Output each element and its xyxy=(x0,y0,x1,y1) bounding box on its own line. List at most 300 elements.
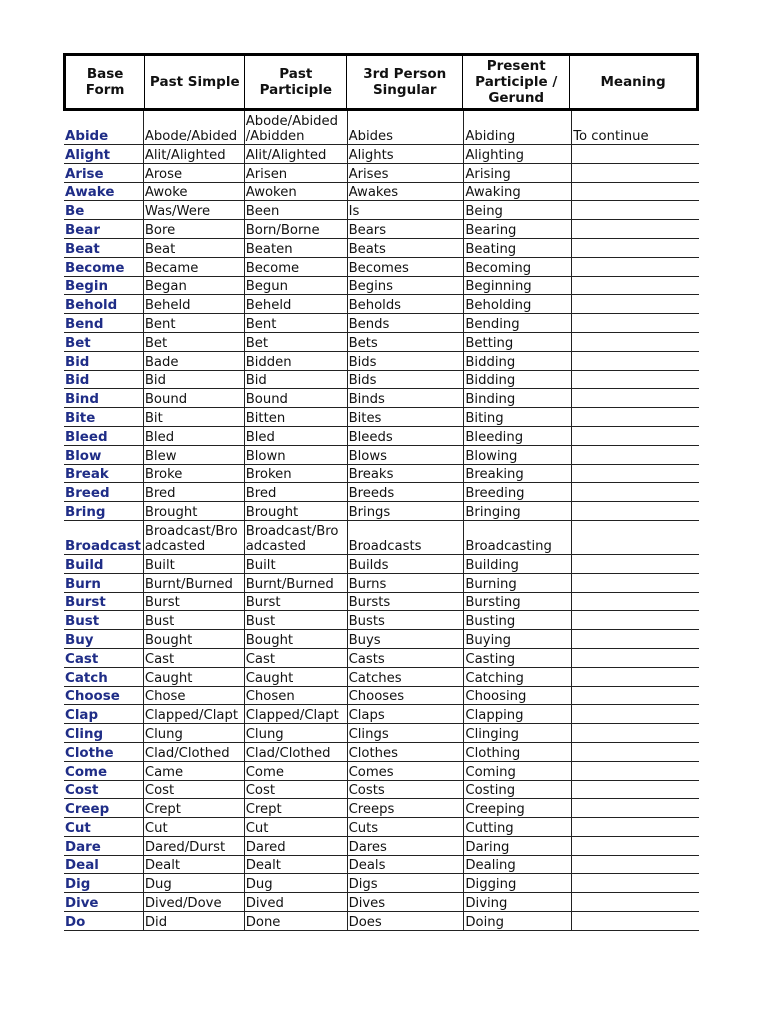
past-participle-cell: Arisen xyxy=(245,164,348,182)
table-row xyxy=(64,258,699,277)
third-person-cell: Begins xyxy=(348,277,465,295)
base-form-cell: Awake xyxy=(64,183,144,201)
meaning-cell xyxy=(572,164,699,182)
past-participle-cell: Cast xyxy=(245,649,348,667)
meaning-cell xyxy=(572,502,699,520)
present-participle-cell: Bidding xyxy=(464,371,572,389)
present-participle-cell: Arising xyxy=(464,164,572,182)
past-simple-cell: Chose xyxy=(144,687,245,705)
base-form-cell: Bet xyxy=(64,333,144,351)
base-form-cell: Bleed xyxy=(64,427,144,445)
table-row xyxy=(64,446,699,465)
table-row xyxy=(64,183,699,202)
present-participle-cell: Awaking xyxy=(464,183,572,201)
meaning-cell xyxy=(572,389,699,407)
past-participle-cell: Dared xyxy=(245,837,348,855)
present-participle-cell: Digging xyxy=(464,874,572,892)
present-participle-cell: Being xyxy=(464,201,572,219)
base-form-cell: Choose xyxy=(64,687,144,705)
third-person-cell: Beholds xyxy=(348,295,465,313)
past-participle-cell: Burnt/Burned xyxy=(245,574,348,592)
base-form-cell: Bust xyxy=(64,611,144,629)
base-form-cell: Burn xyxy=(64,574,144,592)
third-person-cell: Bets xyxy=(348,333,465,351)
third-person-cell: Claps xyxy=(348,705,465,723)
table-row xyxy=(64,333,699,352)
verb-table xyxy=(63,53,699,931)
table-header xyxy=(63,53,699,111)
present-participle-cell: Casting xyxy=(464,649,572,667)
past-participle-cell: Become xyxy=(245,258,348,276)
base-form-cell: Come xyxy=(64,762,144,780)
table-row xyxy=(64,593,699,612)
third-person-cell: Burns xyxy=(348,574,465,592)
present-participle-cell: Beating xyxy=(464,239,572,257)
meaning-cell xyxy=(572,837,699,855)
past-simple-cell: Dug xyxy=(144,874,245,892)
third-person-cell: Breaks xyxy=(348,465,465,483)
meaning-cell xyxy=(572,781,699,799)
table-row xyxy=(64,314,699,333)
meaning-cell xyxy=(572,799,699,817)
present-participle-cell: Dealing xyxy=(464,856,572,874)
past-participle-cell: Crept xyxy=(245,799,348,817)
meaning-cell: To continue xyxy=(573,129,649,144)
past-simple-cell: Blew xyxy=(144,446,245,464)
past-participle-cell: Bid xyxy=(245,371,348,389)
third-person-cell: Builds xyxy=(348,555,465,573)
past-participle-cell: Caught xyxy=(245,668,348,686)
past-simple-cell: Beat xyxy=(144,239,245,257)
present-participle-cell: Becoming xyxy=(464,258,572,276)
meaning-cell xyxy=(572,201,699,219)
past-participle-cell: Built xyxy=(245,555,348,573)
past-participle-cell: Dealt xyxy=(245,856,348,874)
past-simple-cell: Cut xyxy=(144,818,245,836)
third-person-cell: Chooses xyxy=(348,687,465,705)
meaning-cell xyxy=(572,183,699,201)
present-participle-cell: Alighting xyxy=(464,145,572,163)
past-simple-cell: Began xyxy=(144,277,245,295)
table-body xyxy=(63,111,699,931)
past-participle-cell: Cost xyxy=(245,781,348,799)
third-person-cell: Bids xyxy=(348,352,465,370)
past-participle-cell: Beheld xyxy=(245,295,348,313)
past-simple-cell: Caught xyxy=(144,668,245,686)
past-participle-cell: Dug xyxy=(245,874,348,892)
table-row xyxy=(64,724,699,743)
base-form-cell: Behold xyxy=(64,295,144,313)
base-form-cell: Blow xyxy=(64,446,144,464)
past-simple-cell: Beheld xyxy=(144,295,245,313)
table-row xyxy=(64,389,699,408)
present-participle-cell: Daring xyxy=(464,837,572,855)
meaning-cell xyxy=(572,465,699,483)
meaning-cell xyxy=(572,555,699,573)
header-third-person: 3rd Person Singular xyxy=(347,56,463,108)
meaning-cell xyxy=(572,668,699,686)
past-simple-cell: Bid xyxy=(144,371,245,389)
meaning-cell xyxy=(572,912,699,930)
past-participle-cell: Clad/Clothed xyxy=(245,743,348,761)
past-participle-cell: Beaten xyxy=(245,239,348,257)
header-meaning: Meaning xyxy=(600,74,666,90)
base-form-cell: Build xyxy=(64,555,144,573)
meaning-cell xyxy=(572,352,699,370)
table-row xyxy=(64,574,699,593)
table-row xyxy=(64,668,699,687)
table-row xyxy=(64,239,699,258)
present-participle-cell: Beginning xyxy=(464,277,572,295)
base-form-cell: Be xyxy=(64,201,144,219)
table-row xyxy=(64,705,699,724)
third-person-cell: Costs xyxy=(348,781,465,799)
past-participle-cell: Bought xyxy=(245,630,348,648)
past-simple-cell: Came xyxy=(144,762,245,780)
meaning-cell xyxy=(572,483,699,501)
past-participle-cell: Burst xyxy=(245,593,348,611)
third-person-cell: Bids xyxy=(348,371,465,389)
present-participle-cell: Busting xyxy=(464,611,572,629)
past-simple-cell: Bent xyxy=(144,314,245,332)
meaning-cell xyxy=(572,314,699,332)
table-row xyxy=(64,408,699,427)
table-row xyxy=(64,781,699,800)
base-form-cell: Bring xyxy=(64,502,144,520)
present-participle-cell: Catching xyxy=(464,668,572,686)
meaning-cell xyxy=(572,630,699,648)
past-participle-cell: Bet xyxy=(245,333,348,351)
meaning-cell xyxy=(572,874,699,892)
table-row xyxy=(64,371,699,390)
base-form-cell: Dive xyxy=(64,893,144,911)
present-participle-cell: Clapping xyxy=(464,705,572,723)
past-simple-cell: Bled xyxy=(144,427,245,445)
meaning-cell xyxy=(572,687,699,705)
third-person-cell: Binds xyxy=(348,389,465,407)
meaning-cell xyxy=(572,818,699,836)
table-row xyxy=(64,111,699,145)
header-present-participle: Present Participle / Gerund xyxy=(463,56,570,108)
past-participle-cell: Born/Borne xyxy=(245,220,348,238)
past-simple-cell: Broadcast/Bro adcasted xyxy=(144,521,245,554)
present-participle-cell: Diving xyxy=(464,893,572,911)
meaning-cell xyxy=(572,408,699,426)
past-simple-cell: Clung xyxy=(144,724,245,742)
present-participle-cell: Breeding xyxy=(464,483,572,501)
present-participle-cell: Burning xyxy=(464,574,572,592)
past-simple-cell: Crept xyxy=(144,799,245,817)
meaning-cell xyxy=(572,333,699,351)
past-simple-cell: Became xyxy=(144,258,245,276)
table-row xyxy=(64,611,699,630)
present-participle-cell: Clinging xyxy=(464,724,572,742)
third-person-cell: Buys xyxy=(348,630,465,648)
past-simple-cell: Bust xyxy=(144,611,245,629)
past-simple-cell: Alit/Alighted xyxy=(144,145,245,163)
base-form-cell: Bid xyxy=(64,352,144,370)
present-participle-cell: Abiding xyxy=(464,111,572,144)
present-participle-cell: Doing xyxy=(464,912,572,930)
third-person-cell: Bends xyxy=(348,314,465,332)
base-form-cell: Bear xyxy=(64,220,144,238)
third-person-cell: Comes xyxy=(348,762,465,780)
third-person-cell: Busts xyxy=(348,611,465,629)
past-simple-cell: Did xyxy=(144,912,245,930)
base-form-cell: Creep xyxy=(64,799,144,817)
third-person-cell: Bears xyxy=(348,220,465,238)
base-form-cell: Breed xyxy=(64,483,144,501)
present-participle-cell: Blowing xyxy=(464,446,572,464)
present-participle-cell: Biting xyxy=(464,408,572,426)
past-participle-cell: Blown xyxy=(245,446,348,464)
present-participle-cell: Betting xyxy=(464,333,572,351)
header-base-form: Base Form xyxy=(66,56,145,108)
past-simple-cell: Bound xyxy=(144,389,245,407)
meaning-cell xyxy=(572,705,699,723)
meaning-cell xyxy=(572,239,699,257)
past-participle-cell: Alit/Alighted xyxy=(245,145,348,163)
base-form-cell: Clap xyxy=(64,705,144,723)
base-form-cell: Bid xyxy=(64,371,144,389)
meaning-cell xyxy=(572,258,699,276)
past-simple-cell: Bred xyxy=(144,483,245,501)
base-form-cell: Clothe xyxy=(64,743,144,761)
third-person-cell: Does xyxy=(348,912,465,930)
meaning-cell xyxy=(572,574,699,592)
third-person-cell: Becomes xyxy=(348,258,465,276)
meaning-cell xyxy=(572,446,699,464)
past-participle-cell: Abode/Abided /Abidden xyxy=(245,111,348,144)
past-participle-cell: Brought xyxy=(245,502,348,520)
table-row xyxy=(64,856,699,875)
meaning-cell xyxy=(572,743,699,761)
past-participle-cell: Bust xyxy=(245,611,348,629)
third-person-cell: Clothes xyxy=(348,743,465,761)
past-simple-cell: Bought xyxy=(144,630,245,648)
past-participle-cell: Bent xyxy=(245,314,348,332)
past-participle-cell: Dived xyxy=(245,893,348,911)
table-row xyxy=(64,837,699,856)
present-participle-cell: Buying xyxy=(464,630,572,648)
meaning-cell xyxy=(572,295,699,313)
past-simple-cell: Built xyxy=(144,555,245,573)
base-form-cell: Cling xyxy=(64,724,144,742)
table-row xyxy=(64,799,699,818)
third-person-cell: Breeds xyxy=(348,483,465,501)
base-form-cell: Do xyxy=(64,912,144,930)
present-participle-cell: Coming xyxy=(464,762,572,780)
header-past-participle: Past Participle xyxy=(245,56,347,108)
present-participle-cell: Bidding xyxy=(464,352,572,370)
base-form-cell: Cost xyxy=(64,781,144,799)
past-simple-cell: Arose xyxy=(144,164,245,182)
past-simple-cell: Bit xyxy=(144,408,245,426)
past-simple-cell: Burst xyxy=(144,593,245,611)
third-person-cell: Alights xyxy=(348,145,465,163)
third-person-cell: Dares xyxy=(348,837,465,855)
table-row xyxy=(64,818,699,837)
base-form-cell: Beat xyxy=(64,239,144,257)
past-simple-cell: Dared/Durst xyxy=(144,837,245,855)
base-form-cell: Break xyxy=(64,465,144,483)
meaning-cell xyxy=(572,649,699,667)
table-row xyxy=(64,502,699,521)
base-form-cell: Bite xyxy=(64,408,144,426)
third-person-cell: Creeps xyxy=(348,799,465,817)
base-form-cell: Catch xyxy=(64,668,144,686)
present-participle-cell: Building xyxy=(464,555,572,573)
present-participle-cell: Binding xyxy=(464,389,572,407)
third-person-cell: Broadcasts xyxy=(348,521,465,554)
base-form-cell: Burst xyxy=(64,593,144,611)
meaning-cell xyxy=(572,611,699,629)
third-person-cell: Digs xyxy=(348,874,465,892)
base-form-cell: Dig xyxy=(64,874,144,892)
third-person-cell: Bleeds xyxy=(348,427,465,445)
meaning-cell xyxy=(572,427,699,445)
present-participle-cell: Bending xyxy=(464,314,572,332)
table-row xyxy=(64,295,699,314)
third-person-cell: Dives xyxy=(348,893,465,911)
table-row xyxy=(64,555,699,574)
third-person-cell: Abides xyxy=(348,111,465,144)
base-form-cell: Bind xyxy=(64,389,144,407)
past-participle-cell: Done xyxy=(245,912,348,930)
past-participle-cell: Bound xyxy=(245,389,348,407)
base-form-cell: Alight xyxy=(64,145,144,163)
third-person-cell: Bites xyxy=(348,408,465,426)
table-row xyxy=(64,277,699,296)
meaning-cell xyxy=(572,220,699,238)
present-participle-cell: Beholding xyxy=(464,295,572,313)
meaning-cell xyxy=(572,277,699,295)
meaning-cell xyxy=(572,593,699,611)
third-person-cell: Catches xyxy=(348,668,465,686)
table-row xyxy=(64,427,699,446)
past-participle-cell: Begun xyxy=(245,277,348,295)
past-participle-cell: Awoken xyxy=(245,183,348,201)
table-row xyxy=(64,630,699,649)
past-simple-cell: Bet xyxy=(144,333,245,351)
base-form-cell: Bend xyxy=(64,314,144,332)
table-row xyxy=(64,352,699,371)
present-participle-cell: Creeping xyxy=(464,799,572,817)
base-form-cell: Broadcast xyxy=(64,521,144,554)
table-row xyxy=(64,164,699,183)
past-simple-cell: Bore xyxy=(144,220,245,238)
third-person-cell: Blows xyxy=(348,446,465,464)
past-simple-cell: Cast xyxy=(144,649,245,667)
table-row xyxy=(64,465,699,484)
base-form-cell: Cut xyxy=(64,818,144,836)
table-row xyxy=(64,521,699,555)
third-person-cell: Cuts xyxy=(348,818,465,836)
past-participle-cell: Come xyxy=(245,762,348,780)
past-participle-cell: Bled xyxy=(245,427,348,445)
table-row xyxy=(64,762,699,781)
base-form-cell: Arise xyxy=(64,164,144,182)
past-participle-cell: Been xyxy=(245,201,348,219)
present-participle-cell: Choosing xyxy=(464,687,572,705)
header-past-simple: Past Simple xyxy=(145,56,245,108)
present-participle-cell: Costing xyxy=(464,781,572,799)
past-simple-cell: Awoke xyxy=(144,183,245,201)
past-simple-cell: Dealt xyxy=(144,856,245,874)
third-person-cell: Is xyxy=(348,201,465,219)
past-participle-cell: Clapped/Clapt xyxy=(245,705,348,723)
table-row xyxy=(64,687,699,706)
past-participle-cell: Chosen xyxy=(245,687,348,705)
third-person-cell: Bursts xyxy=(348,593,465,611)
base-form-cell: Abide xyxy=(64,111,144,144)
past-simple-cell: Was/Were xyxy=(144,201,245,219)
base-form-cell: Cast xyxy=(64,649,144,667)
past-simple-cell: Cost xyxy=(144,781,245,799)
present-participle-cell: Bursting xyxy=(464,593,572,611)
present-participle-cell: Broadcasting xyxy=(464,521,572,554)
past-simple-cell: Clad/Clothed xyxy=(144,743,245,761)
past-simple-cell: Clapped/Clapt xyxy=(144,705,245,723)
past-participle-cell: Bitten xyxy=(245,408,348,426)
table-row xyxy=(64,649,699,668)
table-row xyxy=(64,893,699,912)
present-participle-cell: Bringing xyxy=(464,502,572,520)
meaning-cell xyxy=(572,762,699,780)
third-person-cell: Awakes xyxy=(348,183,465,201)
base-form-cell: Dare xyxy=(64,837,144,855)
table-row xyxy=(64,874,699,893)
table-row xyxy=(64,912,699,931)
table-row xyxy=(64,483,699,502)
meaning-cell xyxy=(572,371,699,389)
meaning-cell xyxy=(572,893,699,911)
third-person-cell: Deals xyxy=(348,856,465,874)
base-form-cell: Buy xyxy=(64,630,144,648)
past-simple-cell: Brought xyxy=(144,502,245,520)
base-form-cell: Begin xyxy=(64,277,144,295)
third-person-cell: Brings xyxy=(348,502,465,520)
base-form-cell: Become xyxy=(64,258,144,276)
third-person-cell: Casts xyxy=(348,649,465,667)
present-participle-cell: Bearing xyxy=(464,220,572,238)
third-person-cell: Beats xyxy=(348,239,465,257)
past-simple-cell: Bade xyxy=(144,352,245,370)
third-person-cell: Arises xyxy=(348,164,465,182)
present-participle-cell: Clothing xyxy=(464,743,572,761)
past-simple-cell: Broke xyxy=(144,465,245,483)
meaning-cell xyxy=(572,856,699,874)
past-participle-cell: Bred xyxy=(245,483,348,501)
past-participle-cell: Bidden xyxy=(245,352,348,370)
table-row xyxy=(64,220,699,239)
present-participle-cell: Breaking xyxy=(464,465,572,483)
meaning-cell xyxy=(572,521,699,554)
past-simple-cell: Dived/Dove xyxy=(144,893,245,911)
past-simple-cell: Abode/Abided xyxy=(144,111,245,144)
past-participle-cell: Broadcast/Bro adcasted xyxy=(245,521,348,554)
table-row xyxy=(64,743,699,762)
table-row xyxy=(64,145,699,164)
past-participle-cell: Broken xyxy=(245,465,348,483)
third-person-cell: Clings xyxy=(348,724,465,742)
past-simple-cell: Burnt/Burned xyxy=(144,574,245,592)
base-form-cell: Deal xyxy=(64,856,144,874)
table-row xyxy=(64,201,699,220)
meaning-cell xyxy=(572,724,699,742)
meaning-cell xyxy=(572,145,699,163)
past-participle-cell: Clung xyxy=(245,724,348,742)
